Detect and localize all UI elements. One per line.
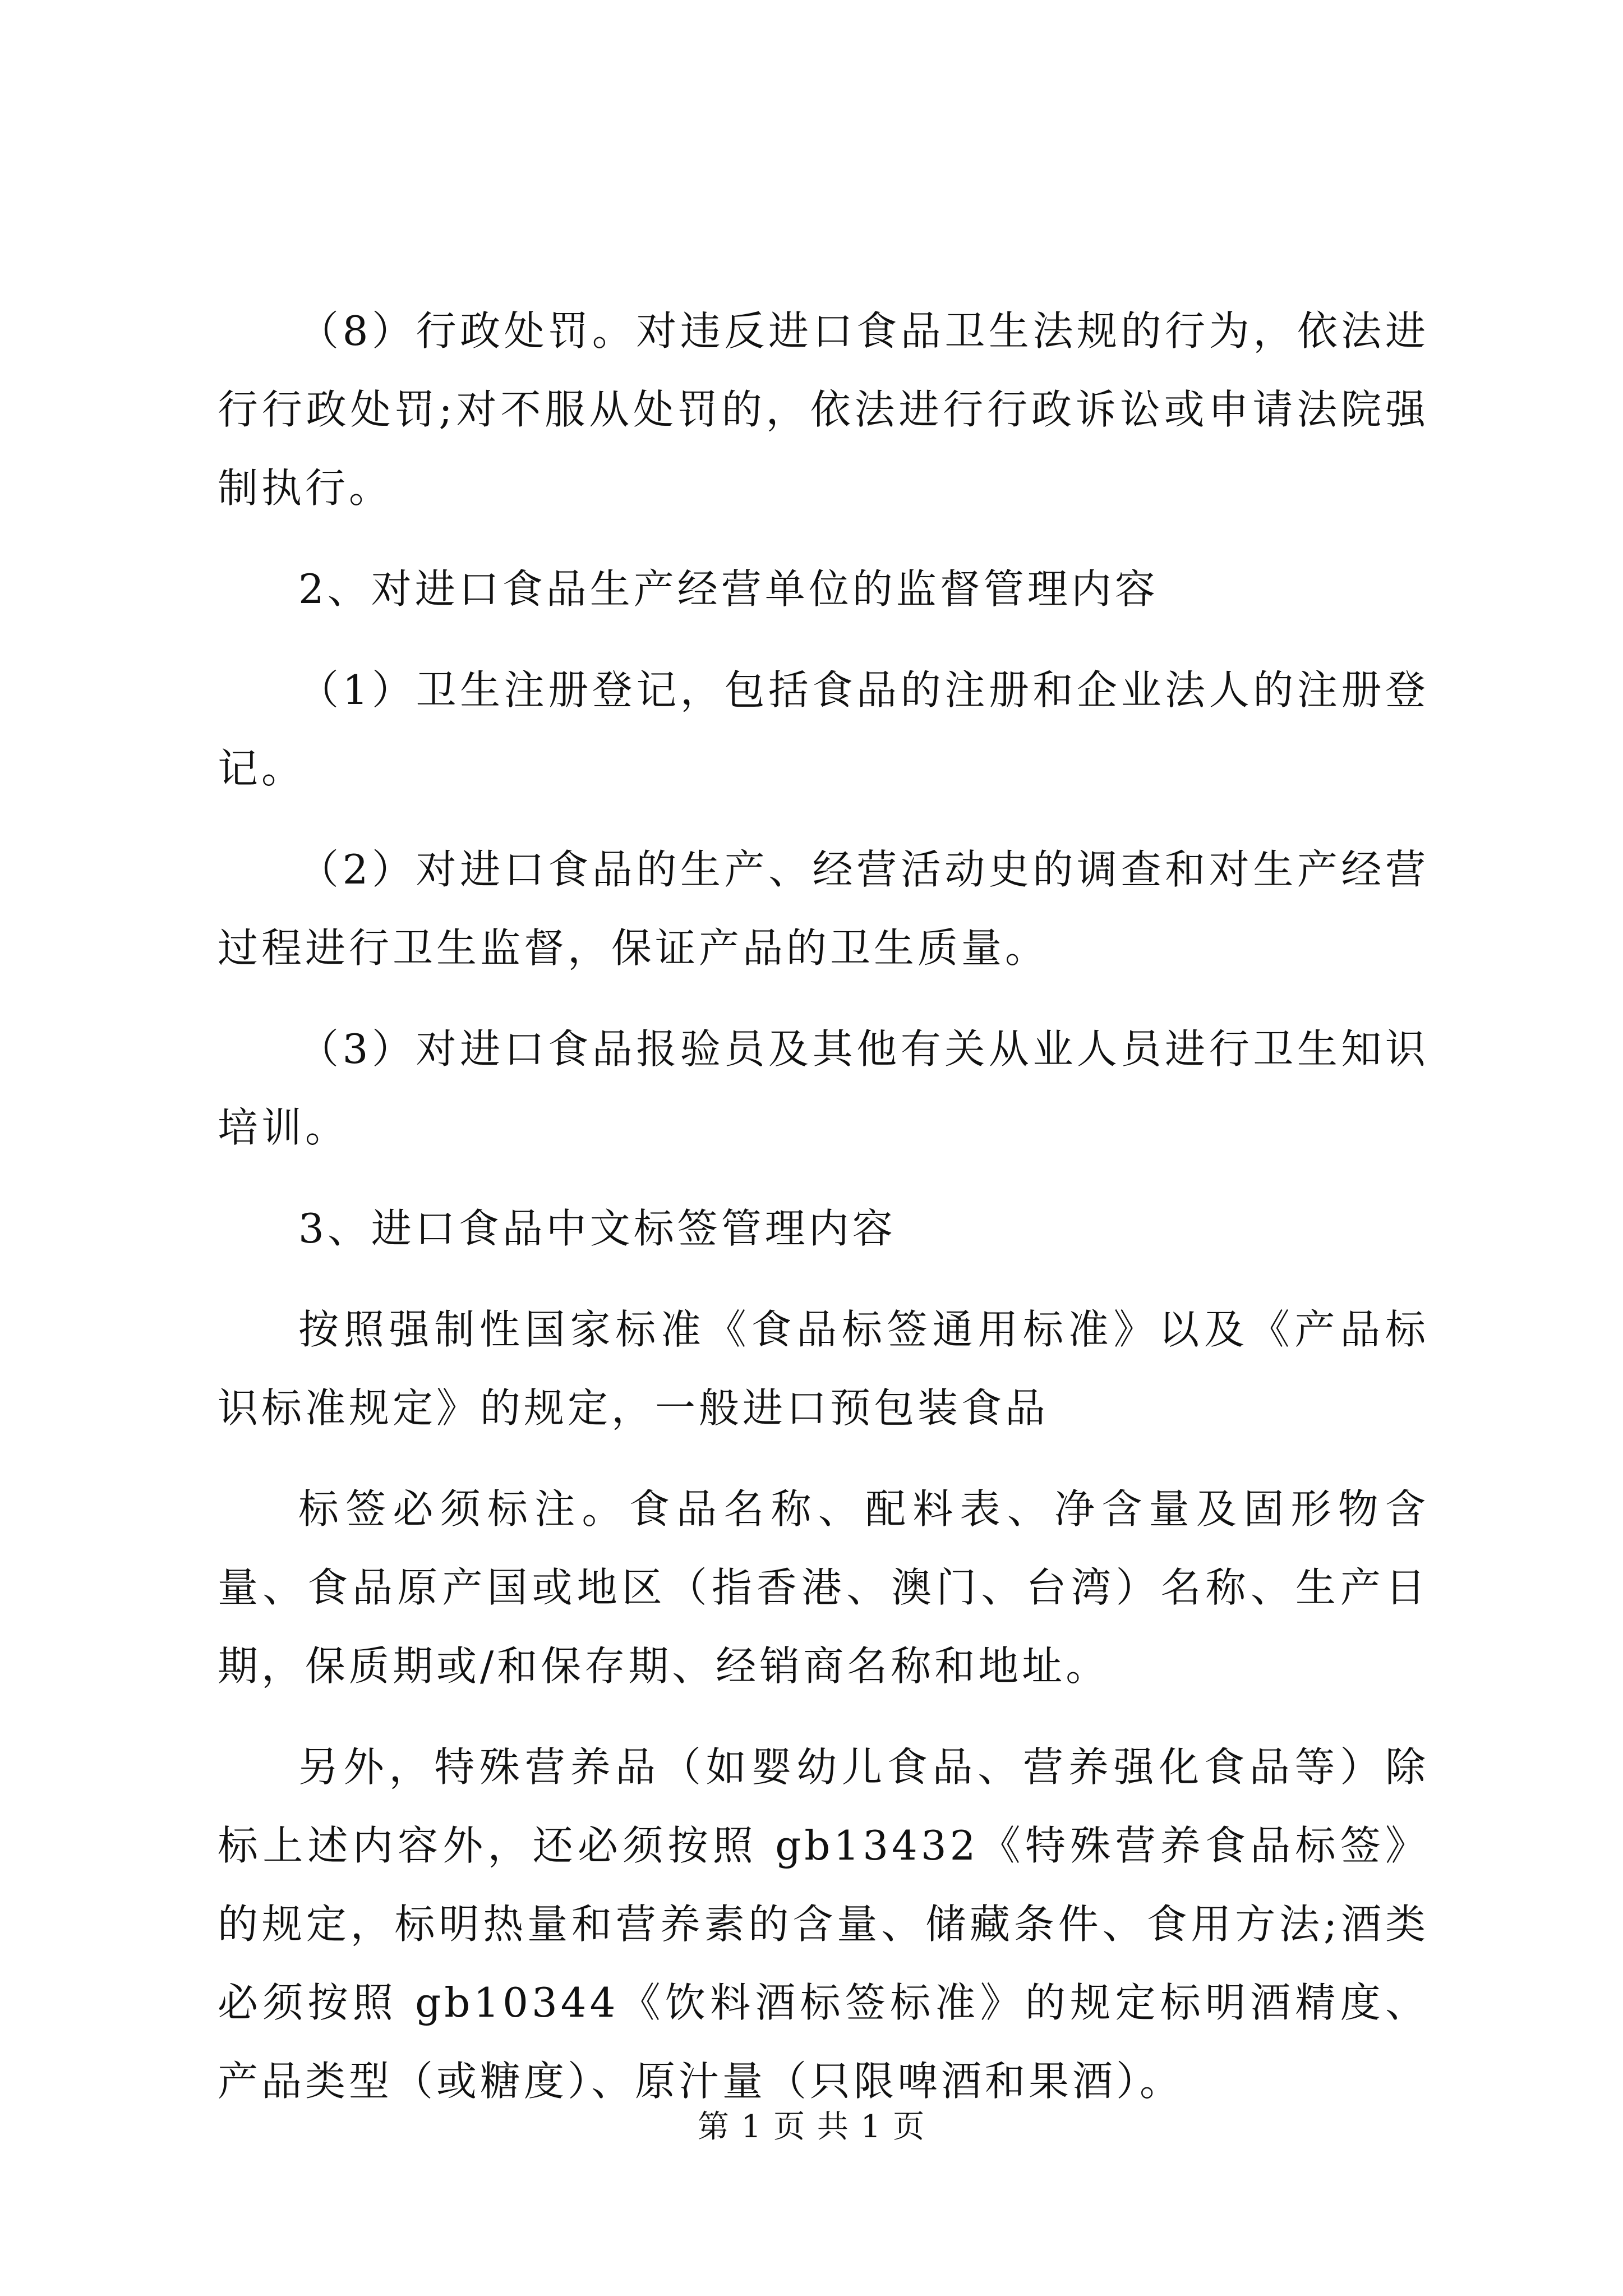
- paragraph-special-nutrition-labels: 另外，特殊营养品（如婴幼儿食品、营养强化食品等）除标上述内容外，还必须按照 gb13432《特殊营养食品标签》的规定，标明热量和营养素的含量、储藏条件、食用方法;酒类必须按照 gb10344《饮料酒标签标准》的规定标明酒精度、产品类型（或糖度）、原汁量（只限啤酒和果酒）。: [218, 1743, 1429, 2105]
- paragraph-administrative-penalty: （8）行政处罚。对违反进口食品卫生法规的行为，依法进行行政处罚;对不服从处罚的，依法进行行政诉讼或申请法院强制执行。: [218, 307, 1429, 512]
- paragraph-label-standards: 按照强制性国家标准《食品标签通用标准》以及《产品标识标准规定》的规定，一般进口预包装食品: [218, 1306, 1429, 1432]
- paragraph-production-supervision: （2）对进口食品的生产、经营活动史的调查和对生产经营过程进行卫生监督，保证产品的卫生质量。: [218, 846, 1429, 972]
- paragraph-staff-training: （3）对进口食品报验员及其他有关从业人员进行卫生知识培训。: [218, 1025, 1429, 1151]
- paragraph-health-registration: （1）卫生注册登记，包括食品的注册和企业法人的注册登记。: [218, 666, 1429, 792]
- document-body: [218, 292, 1429, 2143]
- heading-producer-supervision: 2、对进口食品生产经营单位的监督管理内容: [298, 565, 1159, 613]
- page-number-footer: 第 1 页 共 1 页: [697, 2109, 926, 2145]
- heading-chinese-label-management: 3、进口食品中文标签管理内容: [298, 1205, 896, 1252]
- paragraph-label-required-items: 标签必须标注。食品名称、配料表、净含量及固形物含量、食品原产国或地区（指香港、澳门、台湾）名称、生产日期，保质期或/和保存期、经销商名称和地址。: [218, 1485, 1429, 1690]
